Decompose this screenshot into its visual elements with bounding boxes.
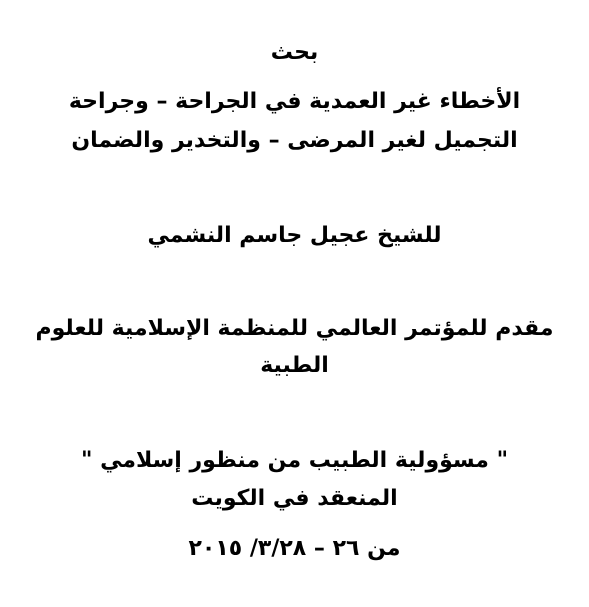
document-heading: بحث: [270, 40, 319, 65]
conference-title: " مسؤولية الطبيب من منظور إسلامي ": [80, 448, 509, 473]
author-line: للشيخ عجيل جاسم النشمي: [147, 223, 442, 248]
dates-line: من ٢٦ – ٣/٢٨/ ٢٠١٥: [188, 536, 401, 561]
presented-line-1: مقدم للمؤتمر العالمي للمنظمة الإسلامية للعلوم: [35, 316, 554, 341]
title-line-2: التجميل لغير المرضى – والتخدير والضمان: [71, 128, 518, 153]
title-line-1: الأخطاء غير العمدية في الجراحة – وجراحة: [68, 89, 521, 114]
presented-line-2: الطبية: [260, 353, 329, 378]
location-line: المنعقد في الكويت: [191, 486, 398, 511]
